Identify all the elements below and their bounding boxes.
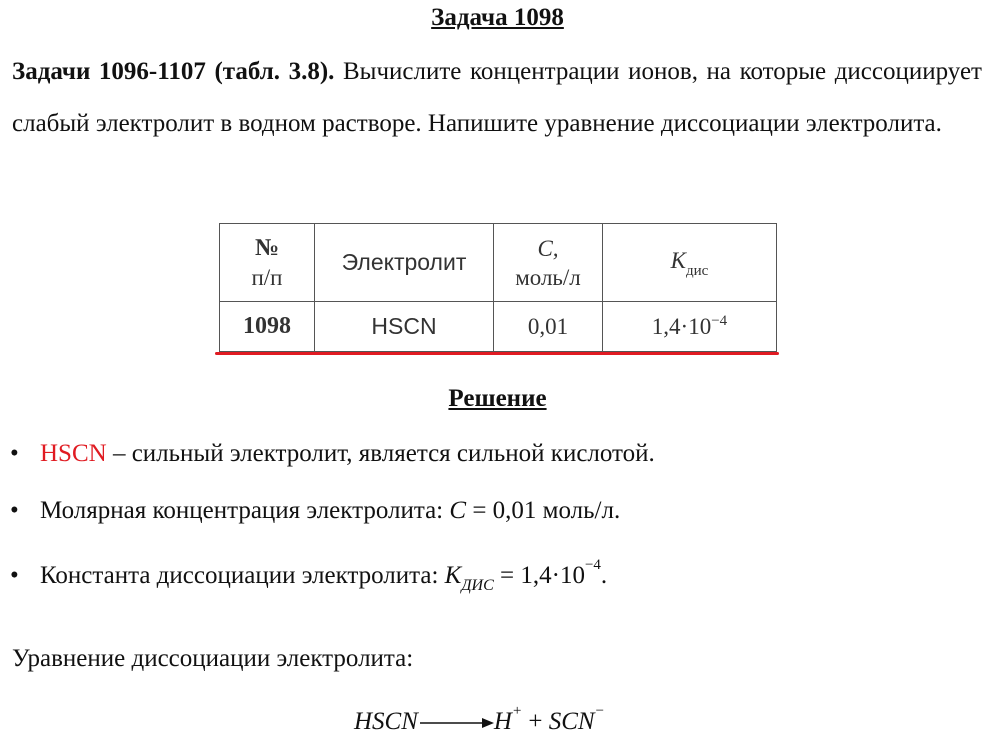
header-electrolyte: Электролит <box>315 224 494 302</box>
header-num: № п/п <box>220 224 315 302</box>
problem-statement <box>12 46 982 150</box>
bullet-dissociation-constant: • Константа диссоциации электролита: $K_{ДИС} = 1,4\cdot 10^{-4}$. <box>10 557 608 594</box>
table-header-row <box>220 224 777 302</box>
header-concentration: C, моль/л <box>494 224 603 302</box>
equation-label: Уравнение диссоциации электролита: <box>12 645 414 672</box>
bullet-molar-concentration: • Молярная концентрация электролита: C = 0,01 моль/л. <box>10 497 621 524</box>
data-table <box>219 223 777 352</box>
cell-electrolyte: HSCN <box>315 302 494 352</box>
bullet-icon: • <box>10 562 19 589</box>
cell-k-dis: $1,4\cdot 10^{-4}$ <box>603 302 777 352</box>
reaction-arrow-icon <box>418 716 494 730</box>
cell-concentration: 0,01 <box>494 302 603 352</box>
problem-text: Вычислите концентрации ионов, на которые диссоциирует слабый электролит в водном растворе. Напишите уравнение диссоциации электролита. <box>12 58 982 137</box>
bullet-icon: • <box>10 440 19 467</box>
header-k-dis: $K_{дис}$ <box>603 224 777 302</box>
cell-num: 1098 <box>220 302 315 352</box>
dissociation-equation: HSCN H+ + SCN− <box>354 703 605 735</box>
table-row <box>220 302 777 352</box>
bullet-icon: • <box>10 497 19 524</box>
bullet-strong-electrolyte: • HSCN – сильный электролит, является сильной кислотой. <box>10 440 655 467</box>
red-underline <box>215 352 779 355</box>
solution-title: Решение <box>448 385 547 412</box>
formula-hscn: HSCN <box>40 440 107 467</box>
problem-reference: Задачи 1096-1107 (табл. 3.8). <box>12 58 335 85</box>
problem-title: Задача 1098 <box>431 4 564 31</box>
